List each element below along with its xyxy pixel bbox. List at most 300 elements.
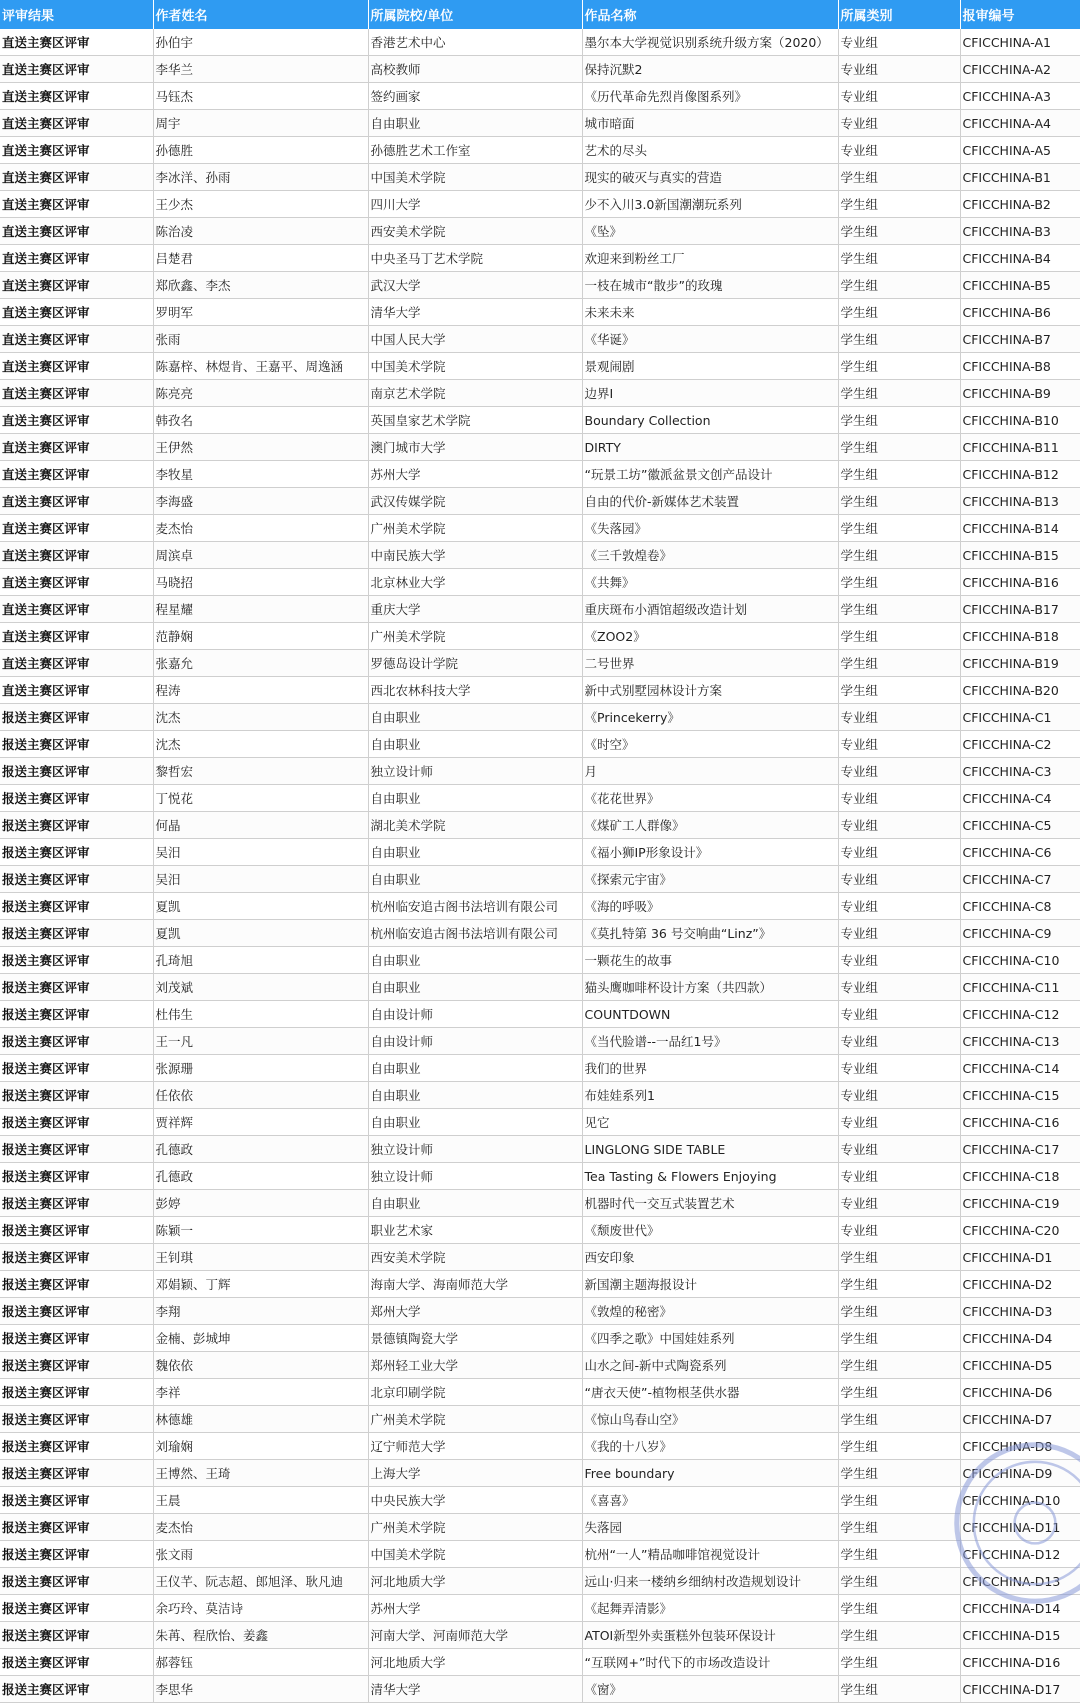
cell-category: 学生组 bbox=[838, 1514, 960, 1541]
cell-code: CFICCHINA-B16 bbox=[960, 569, 1080, 596]
cell-author: 何晶 bbox=[153, 812, 368, 839]
cell-institution: 自由职业 bbox=[368, 1055, 582, 1082]
cell-author: 邓娟颖、丁辉 bbox=[153, 1271, 368, 1298]
cell-work-title: 一颗花生的故事 bbox=[582, 947, 838, 974]
table-row bbox=[0, 461, 1080, 488]
table-row bbox=[0, 623, 1080, 650]
header-category: 所属类别 bbox=[838, 0, 960, 29]
cell-code: CFICCHINA-B1 bbox=[960, 164, 1080, 191]
table-body bbox=[0, 29, 1080, 1703]
cell-author: 程星耀 bbox=[153, 596, 368, 623]
table-row bbox=[0, 137, 1080, 164]
cell-code: CFICCHINA-D5 bbox=[960, 1352, 1080, 1379]
cell-author: 张嘉允 bbox=[153, 650, 368, 677]
cell-category: 专业组 bbox=[838, 29, 960, 56]
cell-work-title: 《共舞》 bbox=[582, 569, 838, 596]
cell-author: 黎哲宏 bbox=[153, 758, 368, 785]
cell-category: 学生组 bbox=[838, 1460, 960, 1487]
cell-category: 学生组 bbox=[838, 542, 960, 569]
cell-category: 学生组 bbox=[838, 1406, 960, 1433]
cell-result: 直送主赛区评审 bbox=[0, 272, 153, 299]
table-row bbox=[0, 1379, 1080, 1406]
cell-institution: 签约画家 bbox=[368, 83, 582, 110]
cell-work-title: 现实的破灭与真实的营造 bbox=[582, 164, 838, 191]
cell-code: CFICCHINA-C19 bbox=[960, 1190, 1080, 1217]
cell-institution: 苏州大学 bbox=[368, 461, 582, 488]
table-row bbox=[0, 434, 1080, 461]
cell-work-title: 未来未来 bbox=[582, 299, 838, 326]
cell-result: 直送主赛区评审 bbox=[0, 56, 153, 83]
cell-result: 报送主赛区评审 bbox=[0, 785, 153, 812]
header-code: 报审编号 bbox=[960, 0, 1080, 29]
cell-category: 专业组 bbox=[838, 731, 960, 758]
cell-result: 直送主赛区评审 bbox=[0, 380, 153, 407]
cell-institution: 上海大学 bbox=[368, 1460, 582, 1487]
cell-result: 报送主赛区评审 bbox=[0, 839, 153, 866]
cell-institution: 自由职业 bbox=[368, 1082, 582, 1109]
table-row bbox=[0, 1028, 1080, 1055]
cell-work-title: 《福小狮IP形象设计》 bbox=[582, 839, 838, 866]
cell-author: 魏依依 bbox=[153, 1352, 368, 1379]
table-row bbox=[0, 785, 1080, 812]
cell-category: 专业组 bbox=[838, 704, 960, 731]
cell-code: CFICCHINA-D3 bbox=[960, 1298, 1080, 1325]
cell-institution: 自由职业 bbox=[368, 704, 582, 731]
cell-author: 吴汨 bbox=[153, 839, 368, 866]
cell-code: CFICCHINA-B18 bbox=[960, 623, 1080, 650]
cell-author: 王仪芊、阮志超、郎旭泽、耿凡迪 bbox=[153, 1568, 368, 1595]
cell-category: 专业组 bbox=[838, 1217, 960, 1244]
cell-category: 专业组 bbox=[838, 1055, 960, 1082]
cell-result: 报送主赛区评审 bbox=[0, 947, 153, 974]
table-row bbox=[0, 1460, 1080, 1487]
cell-work-title: 远山·归来一楼纳乡细纳村改造规划设计 bbox=[582, 1568, 838, 1595]
cell-work-title: 《我的十八岁》 bbox=[582, 1433, 838, 1460]
cell-code: CFICCHINA-B8 bbox=[960, 353, 1080, 380]
cell-category: 学生组 bbox=[838, 1298, 960, 1325]
table-row bbox=[0, 1271, 1080, 1298]
table-row bbox=[0, 191, 1080, 218]
cell-institution: 香港艺术中心 bbox=[368, 29, 582, 56]
cell-result: 报送主赛区评审 bbox=[0, 1676, 153, 1703]
table-row bbox=[0, 1514, 1080, 1541]
header-institution: 所属院校/单位 bbox=[368, 0, 582, 29]
cell-code: CFICCHINA-B10 bbox=[960, 407, 1080, 434]
cell-code: CFICCHINA-C3 bbox=[960, 758, 1080, 785]
table-row bbox=[0, 1109, 1080, 1136]
cell-author: 夏凯 bbox=[153, 893, 368, 920]
cell-category: 学生组 bbox=[838, 1244, 960, 1271]
cell-work-title: 《莫扎特第 36 号交响曲“Linz”》 bbox=[582, 920, 838, 947]
cell-code: CFICCHINA-B11 bbox=[960, 434, 1080, 461]
cell-work-title: 《ZOO2》 bbox=[582, 623, 838, 650]
cell-author: 马晓招 bbox=[153, 569, 368, 596]
cell-author: 王博然、王琦 bbox=[153, 1460, 368, 1487]
cell-code: CFICCHINA-D9 bbox=[960, 1460, 1080, 1487]
table-row bbox=[0, 758, 1080, 785]
cell-code: CFICCHINA-B9 bbox=[960, 380, 1080, 407]
cell-result: 报送主赛区评审 bbox=[0, 1055, 153, 1082]
cell-code: CFICCHINA-B2 bbox=[960, 191, 1080, 218]
cell-institution: 郑州大学 bbox=[368, 1298, 582, 1325]
cell-author: 陈嘉梓、林煜肯、王嘉平、周逸涵 bbox=[153, 353, 368, 380]
cell-code: CFICCHINA-D11 bbox=[960, 1514, 1080, 1541]
cell-work-title: 杭州“一人”精品咖啡馆视觉设计 bbox=[582, 1541, 838, 1568]
cell-work-title: 景观闹剧 bbox=[582, 353, 838, 380]
cell-institution: 澳门城市大学 bbox=[368, 434, 582, 461]
cell-result: 直送主赛区评审 bbox=[0, 434, 153, 461]
table-row bbox=[0, 893, 1080, 920]
cell-author: 郑欣鑫、李杰 bbox=[153, 272, 368, 299]
cell-category: 专业组 bbox=[838, 758, 960, 785]
cell-category: 学生组 bbox=[838, 515, 960, 542]
cell-work-title: 猫头鹰咖啡杯设计方案（共四款） bbox=[582, 974, 838, 1001]
cell-category: 专业组 bbox=[838, 785, 960, 812]
cell-category: 学生组 bbox=[838, 380, 960, 407]
cell-code: CFICCHINA-B15 bbox=[960, 542, 1080, 569]
cell-work-title: 《颓废世代》 bbox=[582, 1217, 838, 1244]
cell-result: 报送主赛区评审 bbox=[0, 1514, 153, 1541]
cell-author: 陈颖一 bbox=[153, 1217, 368, 1244]
cell-result: 报送主赛区评审 bbox=[0, 1271, 153, 1298]
cell-author: 朱苒、程欣怡、姜鑫 bbox=[153, 1622, 368, 1649]
cell-author: 张文雨 bbox=[153, 1541, 368, 1568]
cell-code: CFICCHINA-B4 bbox=[960, 245, 1080, 272]
cell-author: 任依依 bbox=[153, 1082, 368, 1109]
cell-result: 直送主赛区评审 bbox=[0, 488, 153, 515]
cell-author: 孙伯宇 bbox=[153, 29, 368, 56]
cell-code: CFICCHINA-B5 bbox=[960, 272, 1080, 299]
cell-result: 报送主赛区评审 bbox=[0, 758, 153, 785]
cell-category: 学生组 bbox=[838, 407, 960, 434]
cell-institution: 自由职业 bbox=[368, 947, 582, 974]
cell-category: 学生组 bbox=[838, 191, 960, 218]
cell-category: 专业组 bbox=[838, 893, 960, 920]
table-row bbox=[0, 542, 1080, 569]
cell-author: 孔德政 bbox=[153, 1163, 368, 1190]
cell-institution: 独立设计师 bbox=[368, 1136, 582, 1163]
cell-code: CFICCHINA-C5 bbox=[960, 812, 1080, 839]
cell-result: 报送主赛区评审 bbox=[0, 1190, 153, 1217]
cell-author: 郝蓉钰 bbox=[153, 1649, 368, 1676]
table-row bbox=[0, 245, 1080, 272]
cell-institution: 中央圣马丁艺术学院 bbox=[368, 245, 582, 272]
cell-author: 张雨 bbox=[153, 326, 368, 353]
table-row bbox=[0, 947, 1080, 974]
table-row bbox=[0, 1433, 1080, 1460]
cell-work-title: 布娃娃系列1 bbox=[582, 1082, 838, 1109]
cell-work-title: 《四季之歌》中国娃娃系列 bbox=[582, 1325, 838, 1352]
cell-result: 报送主赛区评审 bbox=[0, 866, 153, 893]
header-result: 评审结果 bbox=[0, 0, 153, 29]
cell-work-title: 墨尔本大学视觉识别系统升级方案（2020） bbox=[582, 29, 838, 56]
cell-institution: 独立设计师 bbox=[368, 758, 582, 785]
table-row bbox=[0, 1136, 1080, 1163]
cell-author: 王少杰 bbox=[153, 191, 368, 218]
cell-work-title: Free boundary bbox=[582, 1460, 838, 1487]
cell-category: 专业组 bbox=[838, 1109, 960, 1136]
header-author: 作者姓名 bbox=[153, 0, 368, 29]
cell-institution: 自由职业 bbox=[368, 110, 582, 137]
cell-work-title: DIRTY bbox=[582, 434, 838, 461]
cell-category: 专业组 bbox=[838, 1028, 960, 1055]
cell-code: CFICCHINA-B3 bbox=[960, 218, 1080, 245]
cell-category: 学生组 bbox=[838, 1595, 960, 1622]
table-row bbox=[0, 326, 1080, 353]
cell-institution: 自由职业 bbox=[368, 1109, 582, 1136]
cell-author: 韩孜名 bbox=[153, 407, 368, 434]
cell-institution: 自由职业 bbox=[368, 839, 582, 866]
cell-category: 学生组 bbox=[838, 164, 960, 191]
cell-code: CFICCHINA-D12 bbox=[960, 1541, 1080, 1568]
cell-result: 报送主赛区评审 bbox=[0, 1487, 153, 1514]
cell-code: CFICCHINA-D13 bbox=[960, 1568, 1080, 1595]
cell-institution: 职业艺术家 bbox=[368, 1217, 582, 1244]
cell-institution: 武汉大学 bbox=[368, 272, 582, 299]
cell-work-title: 月 bbox=[582, 758, 838, 785]
table-row bbox=[0, 650, 1080, 677]
cell-work-title: 《窗》 bbox=[582, 1676, 838, 1703]
cell-author: 孙德胜 bbox=[153, 137, 368, 164]
cell-author: 麦杰怡 bbox=[153, 515, 368, 542]
cell-result: 报送主赛区评审 bbox=[0, 812, 153, 839]
cell-author: 陈亮亮 bbox=[153, 380, 368, 407]
cell-result: 报送主赛区评审 bbox=[0, 1649, 153, 1676]
cell-category: 学生组 bbox=[838, 1271, 960, 1298]
cell-institution: 中国美术学院 bbox=[368, 164, 582, 191]
cell-institution: 苏州大学 bbox=[368, 1595, 582, 1622]
cell-result: 直送主赛区评审 bbox=[0, 569, 153, 596]
cell-author: 孔德政 bbox=[153, 1136, 368, 1163]
cell-result: 报送主赛区评审 bbox=[0, 1622, 153, 1649]
cell-institution: 景德镇陶瓷大学 bbox=[368, 1325, 582, 1352]
cell-code: CFICCHINA-C15 bbox=[960, 1082, 1080, 1109]
cell-category: 专业组 bbox=[838, 137, 960, 164]
cell-category: 专业组 bbox=[838, 866, 960, 893]
cell-institution: 广州美术学院 bbox=[368, 623, 582, 650]
cell-result: 报送主赛区评审 bbox=[0, 1028, 153, 1055]
cell-author: 陈治凌 bbox=[153, 218, 368, 245]
cell-author: 王钊琪 bbox=[153, 1244, 368, 1271]
table-row bbox=[0, 164, 1080, 191]
cell-institution: 自由设计师 bbox=[368, 1001, 582, 1028]
cell-category: 学生组 bbox=[838, 488, 960, 515]
cell-institution: 中央民族大学 bbox=[368, 1487, 582, 1514]
table-row bbox=[0, 1082, 1080, 1109]
cell-result: 报送主赛区评审 bbox=[0, 704, 153, 731]
cell-result: 报送主赛区评审 bbox=[0, 1244, 153, 1271]
cell-author: 程涛 bbox=[153, 677, 368, 704]
cell-result: 直送主赛区评审 bbox=[0, 218, 153, 245]
cell-result: 直送主赛区评审 bbox=[0, 299, 153, 326]
table-row bbox=[0, 218, 1080, 245]
cell-institution: 海南大学、海南师范大学 bbox=[368, 1271, 582, 1298]
cell-work-title: 《Princekerry》 bbox=[582, 704, 838, 731]
cell-work-title: 《失落园》 bbox=[582, 515, 838, 542]
cell-work-title: 《三千敦煌卷》 bbox=[582, 542, 838, 569]
table-row bbox=[0, 1487, 1080, 1514]
cell-category: 学生组 bbox=[838, 434, 960, 461]
cell-institution: 中国美术学院 bbox=[368, 1541, 582, 1568]
cell-category: 学生组 bbox=[838, 569, 960, 596]
cell-institution: 清华大学 bbox=[368, 1676, 582, 1703]
cell-result: 直送主赛区评审 bbox=[0, 245, 153, 272]
cell-institution: 辽宁师范大学 bbox=[368, 1433, 582, 1460]
cell-work-title: 《华诞》 bbox=[582, 326, 838, 353]
cell-code: CFICCHINA-B19 bbox=[960, 650, 1080, 677]
cell-result: 报送主赛区评审 bbox=[0, 1352, 153, 1379]
cell-result: 报送主赛区评审 bbox=[0, 893, 153, 920]
cell-result: 直送主赛区评审 bbox=[0, 191, 153, 218]
cell-work-title: 见它 bbox=[582, 1109, 838, 1136]
cell-author: 李祥 bbox=[153, 1379, 368, 1406]
cell-institution: 自由职业 bbox=[368, 731, 582, 758]
cell-code: CFICCHINA-C14 bbox=[960, 1055, 1080, 1082]
cell-work-title: 我们的世界 bbox=[582, 1055, 838, 1082]
table-row bbox=[0, 1541, 1080, 1568]
cell-code: CFICCHINA-B13 bbox=[960, 488, 1080, 515]
cell-category: 学生组 bbox=[838, 461, 960, 488]
cell-result: 报送主赛区评审 bbox=[0, 1460, 153, 1487]
cell-category: 学生组 bbox=[838, 1433, 960, 1460]
cell-author: 张源珊 bbox=[153, 1055, 368, 1082]
cell-category: 专业组 bbox=[838, 110, 960, 137]
cell-result: 直送主赛区评审 bbox=[0, 623, 153, 650]
cell-code: CFICCHINA-D17 bbox=[960, 1676, 1080, 1703]
cell-code: CFICCHINA-A2 bbox=[960, 56, 1080, 83]
cell-work-title: 《当代脸谱--一品红1号》 bbox=[582, 1028, 838, 1055]
cell-work-title: 机器时代一交互式装置艺术 bbox=[582, 1190, 838, 1217]
cell-result: 直送主赛区评审 bbox=[0, 650, 153, 677]
cell-institution: 河南大学、河南师范大学 bbox=[368, 1622, 582, 1649]
cell-institution: 北京林业大学 bbox=[368, 569, 582, 596]
cell-category: 专业组 bbox=[838, 1082, 960, 1109]
table-row bbox=[0, 1622, 1080, 1649]
cell-category: 学生组 bbox=[838, 1487, 960, 1514]
cell-author: 杜伟生 bbox=[153, 1001, 368, 1028]
cell-category: 专业组 bbox=[838, 1136, 960, 1163]
cell-code: CFICCHINA-D2 bbox=[960, 1271, 1080, 1298]
cell-work-title: 《坠》 bbox=[582, 218, 838, 245]
cell-code: CFICCHINA-C7 bbox=[960, 866, 1080, 893]
cell-work-title: 《惊山鸟春山空》 bbox=[582, 1406, 838, 1433]
cell-code: CFICCHINA-D16 bbox=[960, 1649, 1080, 1676]
cell-code: CFICCHINA-C9 bbox=[960, 920, 1080, 947]
cell-work-title: 自由的代价-新媒体艺术装置 bbox=[582, 488, 838, 515]
table-row bbox=[0, 1298, 1080, 1325]
table-row bbox=[0, 596, 1080, 623]
cell-code: CFICCHINA-D14 bbox=[960, 1595, 1080, 1622]
cell-result: 报送主赛区评审 bbox=[0, 1433, 153, 1460]
cell-work-title: Boundary Collection bbox=[582, 407, 838, 434]
cell-work-title: 一枝在城市“散步”的玫瑰 bbox=[582, 272, 838, 299]
table-row bbox=[0, 974, 1080, 1001]
cell-institution: 武汉传媒学院 bbox=[368, 488, 582, 515]
cell-result: 直送主赛区评审 bbox=[0, 596, 153, 623]
cell-result: 直送主赛区评审 bbox=[0, 29, 153, 56]
cell-work-title: 《历代革命先烈肖像图系列》 bbox=[582, 83, 838, 110]
cell-result: 直送主赛区评审 bbox=[0, 677, 153, 704]
cell-category: 专业组 bbox=[838, 947, 960, 974]
cell-result: 直送主赛区评审 bbox=[0, 353, 153, 380]
cell-author: 周滨卓 bbox=[153, 542, 368, 569]
cell-code: CFICCHINA-C8 bbox=[960, 893, 1080, 920]
cell-author: 刘瑜娴 bbox=[153, 1433, 368, 1460]
table-row bbox=[0, 839, 1080, 866]
cell-code: CFICCHINA-D7 bbox=[960, 1406, 1080, 1433]
cell-result: 直送主赛区评审 bbox=[0, 137, 153, 164]
table-row bbox=[0, 353, 1080, 380]
cell-category: 学生组 bbox=[838, 353, 960, 380]
cell-institution: 南京艺术学院 bbox=[368, 380, 582, 407]
table-row bbox=[0, 1568, 1080, 1595]
cell-category: 学生组 bbox=[838, 623, 960, 650]
cell-result: 报送主赛区评审 bbox=[0, 1568, 153, 1595]
cell-category: 专业组 bbox=[838, 56, 960, 83]
cell-author: 夏凯 bbox=[153, 920, 368, 947]
cell-author: 麦杰怡 bbox=[153, 1514, 368, 1541]
table-row bbox=[0, 83, 1080, 110]
cell-author: 丁悦花 bbox=[153, 785, 368, 812]
cell-author: 刘茂斌 bbox=[153, 974, 368, 1001]
cell-work-title: Tea Tasting & Flowers Enjoying bbox=[582, 1163, 838, 1190]
cell-author: 李牧星 bbox=[153, 461, 368, 488]
cell-author: 彭婷 bbox=[153, 1190, 368, 1217]
cell-institution: 广州美术学院 bbox=[368, 515, 582, 542]
cell-code: CFICCHINA-C11 bbox=[960, 974, 1080, 1001]
cell-work-title: 二号世界 bbox=[582, 650, 838, 677]
cell-category: 专业组 bbox=[838, 1001, 960, 1028]
cell-category: 学生组 bbox=[838, 1676, 960, 1703]
cell-author: 金楠、彭城坤 bbox=[153, 1325, 368, 1352]
cell-author: 马钰杰 bbox=[153, 83, 368, 110]
table-row bbox=[0, 1406, 1080, 1433]
cell-code: CFICCHINA-D8 bbox=[960, 1433, 1080, 1460]
cell-work-title: 边界I bbox=[582, 380, 838, 407]
cell-result: 报送主赛区评审 bbox=[0, 1136, 153, 1163]
cell-institution: 自由职业 bbox=[368, 785, 582, 812]
cell-author: 李华兰 bbox=[153, 56, 368, 83]
cell-category: 学生组 bbox=[838, 326, 960, 353]
cell-code: CFICCHINA-B17 bbox=[960, 596, 1080, 623]
cell-institution: 自由职业 bbox=[368, 1190, 582, 1217]
cell-work-title: ATOI新型外卖蛋糕外包装环保设计 bbox=[582, 1622, 838, 1649]
cell-author: 沈杰 bbox=[153, 704, 368, 731]
cell-category: 学生组 bbox=[838, 1541, 960, 1568]
cell-result: 报送主赛区评审 bbox=[0, 974, 153, 1001]
cell-work-title: 新中式别墅园林设计方案 bbox=[582, 677, 838, 704]
cell-category: 学生组 bbox=[838, 245, 960, 272]
cell-institution: 郑州轻工业大学 bbox=[368, 1352, 582, 1379]
cell-category: 专业组 bbox=[838, 812, 960, 839]
cell-work-title: LINGLONG SIDE TABLE bbox=[582, 1136, 838, 1163]
cell-institution: 杭州临安追古阁书法培训有限公司 bbox=[368, 920, 582, 947]
cell-category: 学生组 bbox=[838, 677, 960, 704]
cell-result: 报送主赛区评审 bbox=[0, 731, 153, 758]
cell-code: CFICCHINA-C12 bbox=[960, 1001, 1080, 1028]
cell-category: 学生组 bbox=[838, 1325, 960, 1352]
table-row bbox=[0, 1217, 1080, 1244]
cell-code: CFICCHINA-C13 bbox=[960, 1028, 1080, 1055]
cell-institution: 重庆大学 bbox=[368, 596, 582, 623]
table-row bbox=[0, 677, 1080, 704]
table-row bbox=[0, 1352, 1080, 1379]
cell-work-title: 《花花世界》 bbox=[582, 785, 838, 812]
cell-work-title: 《敦煌的秘密》 bbox=[582, 1298, 838, 1325]
cell-result: 报送主赛区评审 bbox=[0, 1325, 153, 1352]
cell-institution: 西安美术学院 bbox=[368, 1244, 582, 1271]
cell-category: 专业组 bbox=[838, 974, 960, 1001]
